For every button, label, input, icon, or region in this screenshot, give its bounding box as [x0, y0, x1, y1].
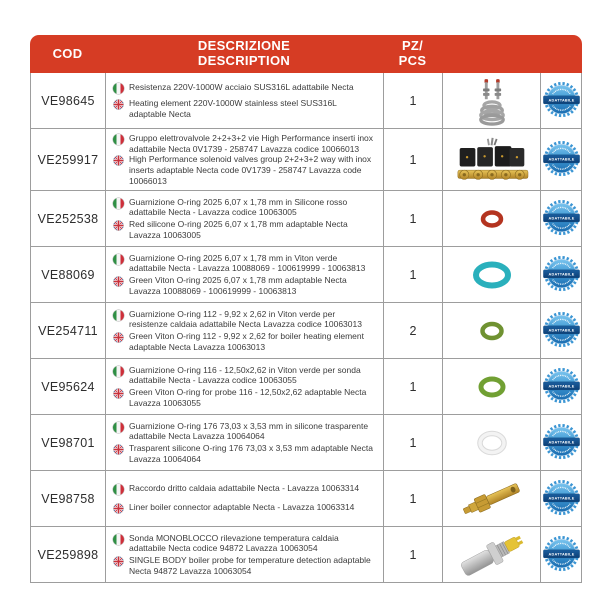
table-body [30, 73, 582, 583]
red-o-ring-photo [462, 199, 522, 239]
description-en-text: SINGLE BODY boiler probe for temperature detection adaptable Necta 94872 Lavazza 10063054 [129, 555, 371, 576]
description-italian [113, 533, 376, 554]
description-italian [113, 483, 376, 495]
photo-cell [443, 359, 541, 414]
cod-cell [31, 129, 106, 190]
badge-cell [541, 129, 581, 190]
description-italian [113, 253, 376, 274]
description-en-text: Heating element 220V-1000W stainless steel SUS316L adaptable Necta [129, 98, 337, 119]
green-viton-o-ring-photo [462, 367, 522, 407]
badge-label: ADATTABILE [548, 440, 574, 445]
quantity-cell [384, 415, 443, 470]
description-en-text: Green Viton O-ring 2025 6,07 x 1,78 mm adaptable Necta Lavazza 10088069 - 100619999 - 10063813 [129, 275, 347, 296]
badge-cell [541, 527, 581, 582]
italy-flag-icon [113, 198, 124, 209]
quantity-cell [384, 471, 443, 526]
header-cod: COD [52, 45, 83, 61]
description-italian [113, 197, 376, 218]
badge-label: ADATTABILE [548, 328, 574, 333]
description-it-text: Raccordo dritto caldaia adattabile Necta - Lavazza 10063314 [129, 482, 360, 493]
table-header [30, 35, 582, 73]
quantity-cell [384, 191, 443, 246]
italy-flag-icon [113, 366, 124, 377]
badge-label: ADATTABILE [548, 216, 574, 221]
italy-flag-icon [113, 534, 124, 545]
description-en-text: Green Viton O-ring for probe 116 - 12,50x2,62 adaptable Necta Lavazza 10063055 [129, 387, 367, 408]
description-it-text: Guarnizione O-ring 176 73,03 x 3,53 mm in silicone trasparente adattabile Necta Lavazza 10064064 [129, 420, 369, 442]
adattabile-badge-icon [543, 310, 580, 351]
table-row [31, 129, 581, 191]
description-it-text: Sonda MONOBLOCCO rilevazione temperatura caldaia adattabile Necta codice 94872 Lavazza 10063054 [129, 532, 339, 554]
badge-label: ADATTABILE [548, 157, 574, 162]
badge-cell [541, 73, 581, 128]
description-cell [106, 415, 384, 470]
photo-cell [443, 129, 541, 190]
badge-cell [541, 247, 581, 302]
quantity-value: 1 [409, 547, 417, 562]
description-cell [106, 129, 384, 190]
quantity-cell [384, 247, 443, 302]
photo-cell [443, 415, 541, 470]
italy-flag-icon [113, 484, 124, 495]
temperature-probe-photo [448, 531, 536, 579]
quantity-value: 2 [409, 323, 417, 338]
description-cell [106, 471, 384, 526]
quantity-cell [384, 303, 443, 358]
photo-cell [443, 471, 541, 526]
adattabile-badge-icon [543, 478, 580, 519]
description-english [113, 98, 376, 119]
green-viton-o-ring-photo [462, 255, 522, 295]
description-cell [106, 527, 384, 582]
badge-label: ADATTABILE [548, 98, 574, 103]
description-english [113, 555, 376, 576]
photo-cell [443, 191, 541, 246]
table-row [31, 415, 581, 471]
product-code: VE98701 [41, 435, 95, 450]
description-italian [113, 365, 376, 386]
description-italian [113, 309, 376, 330]
adattabile-badge-icon [543, 366, 580, 407]
table-row [31, 247, 581, 303]
green-viton-o-ring-photo [462, 311, 522, 351]
description-english [113, 502, 376, 514]
brass-connector-photo [448, 475, 536, 523]
badge-label: ADATTABILE [548, 496, 574, 501]
badge-cell [541, 359, 581, 414]
cod-cell [31, 303, 106, 358]
cod-cell [31, 191, 106, 246]
description-english [113, 275, 376, 296]
transparent-o-ring-photo [462, 423, 522, 463]
header-qty [383, 39, 442, 68]
cod-cell [31, 73, 106, 128]
badge-cell [541, 471, 581, 526]
description-cell [106, 303, 384, 358]
header-description [105, 39, 383, 68]
uk-flag-icon [113, 99, 124, 110]
quantity-value: 1 [409, 379, 417, 394]
quantity-value: 1 [409, 435, 417, 450]
uk-flag-icon [113, 220, 124, 231]
badge-cell [541, 191, 581, 246]
description-english [113, 443, 376, 464]
table-row [31, 359, 581, 415]
quantity-value: 1 [409, 93, 417, 108]
description-en-text: Red silicone O-ring 2025 6,07 x 1,78 mm adaptable Necta Lavazza 10063005 [129, 219, 348, 240]
adattabile-badge-icon [543, 422, 580, 463]
uk-flag-icon [113, 332, 124, 343]
adattabile-badge-icon [543, 254, 580, 295]
uk-flag-icon [113, 276, 124, 287]
quantity-value: 1 [409, 211, 417, 226]
badge-label: ADATTABILE [548, 384, 574, 389]
parts-catalog-table [30, 35, 582, 583]
adattabile-badge-icon [543, 534, 580, 575]
description-it-text: Guarnizione O-ring 2025 6,07 x 1,78 mm in Viton verde adattabile Necta - Lavazza 10088069 - 100619999 - 10063813 [129, 252, 366, 274]
quantity-cell [384, 527, 443, 582]
quantity-cell [384, 359, 443, 414]
uk-flag-icon [113, 388, 124, 399]
cod-cell [31, 415, 106, 470]
uk-flag-icon [113, 503, 124, 514]
description-cell [106, 247, 384, 302]
solenoid-valve-group-photo [448, 136, 536, 184]
badge-label: ADATTABILE [548, 552, 574, 557]
heating-element-photo [467, 75, 517, 127]
product-code: VE259898 [37, 547, 99, 562]
italy-flag-icon [113, 134, 124, 145]
adattabile-badge-icon [543, 80, 580, 121]
uk-flag-icon [113, 556, 124, 567]
description-italian [113, 421, 376, 442]
description-en-text: High Performance solenoid valves group 2+2+3+2 way with inox inserts adaptable Necta code 0V1739 - 258747 Lavazza code 10066013 [129, 154, 372, 186]
description-it-text: Gruppo elettrovalvole 2+2+3+2 vie High Performance inserti inox adattabile Necta 0V1739 - 258747 Lavazza codice 10066013 [129, 133, 374, 154]
quantity-value: 1 [409, 152, 417, 167]
description-english [113, 154, 376, 186]
product-code: VE254711 [38, 323, 98, 338]
italy-flag-icon [113, 254, 124, 265]
adattabile-badge-icon [543, 198, 580, 239]
italy-flag-icon [113, 310, 124, 321]
table-row [31, 191, 581, 247]
product-code: VE259917 [37, 152, 99, 167]
photo-cell [443, 527, 541, 582]
quantity-cell [384, 73, 443, 128]
italy-flag-icon [113, 422, 124, 433]
photo-cell [443, 303, 541, 358]
description-italian [113, 82, 376, 94]
table-row [31, 73, 581, 129]
description-cell [106, 359, 384, 414]
cod-cell [31, 527, 106, 582]
table-row [31, 471, 581, 527]
description-en-text: Green Viton O-ring 112 - 9,92 x 2,62 for boiler heating element adaptable Necta Lavazza 10063013 [129, 331, 364, 352]
uk-flag-icon [113, 155, 124, 166]
cod-cell [31, 471, 106, 526]
photo-cell [443, 247, 541, 302]
description-it-text: Resistenza 220V-1000W acciaio SUS316L adattabile Necta [129, 81, 354, 92]
description-english [113, 331, 376, 352]
description-english [113, 219, 376, 240]
badge-cell [541, 415, 581, 470]
header-pz-line: PZ/ [401, 38, 424, 54]
description-english [113, 387, 376, 408]
header-descrizione-line: DESCRIZIONE [197, 38, 291, 54]
cod-cell [31, 247, 106, 302]
product-code: VE98758 [41, 491, 95, 506]
italy-flag-icon [113, 83, 124, 94]
header-description-line: DESCRIPTION [197, 53, 291, 68]
adattabile-badge-icon [543, 139, 580, 180]
description-it-text: Guarnizione O-ring 116 - 12,50x2,62 in Viton verde per sonda adattabile Necta - Lavazza codice 10063055 [129, 364, 361, 386]
table-row [31, 303, 581, 359]
uk-flag-icon [113, 444, 124, 455]
description-cell [106, 191, 384, 246]
description-italian [113, 133, 376, 154]
product-code: VE98645 [41, 93, 95, 108]
badge-label: ADATTABILE [548, 272, 574, 277]
description-it-text: Guarnizione O-ring 2025 6,07 x 1,78 mm in Silicone rosso adattabile Necta - Lavazza codice 10063005 [129, 196, 348, 218]
badge-cell [541, 303, 581, 358]
product-code: VE252538 [37, 211, 99, 226]
quantity-value: 1 [409, 267, 417, 282]
quantity-cell [384, 129, 443, 190]
description-en-text: Trasparent silicone O-ring 176 73,03 x 3,53 mm adaptable Necta Lavazza 10064064 [129, 443, 373, 464]
product-code: VE88069 [41, 267, 95, 282]
cod-cell [31, 359, 106, 414]
description-it-text: Guarnizione O-ring 112 - 9,92 x 2,62 in Viton verde per resistenze caldaia adattabile Necta Lavazza codice 10063013 [129, 308, 362, 330]
quantity-value: 1 [409, 491, 417, 506]
description-cell [106, 73, 384, 128]
description-en-text: Liner boiler connector adaptable Necta - Lavazza 10063314 [129, 502, 355, 513]
product-code: VE95624 [41, 379, 95, 394]
header-pcs-line: PCS [398, 53, 427, 68]
photo-cell [443, 73, 541, 128]
table-row [31, 527, 581, 582]
